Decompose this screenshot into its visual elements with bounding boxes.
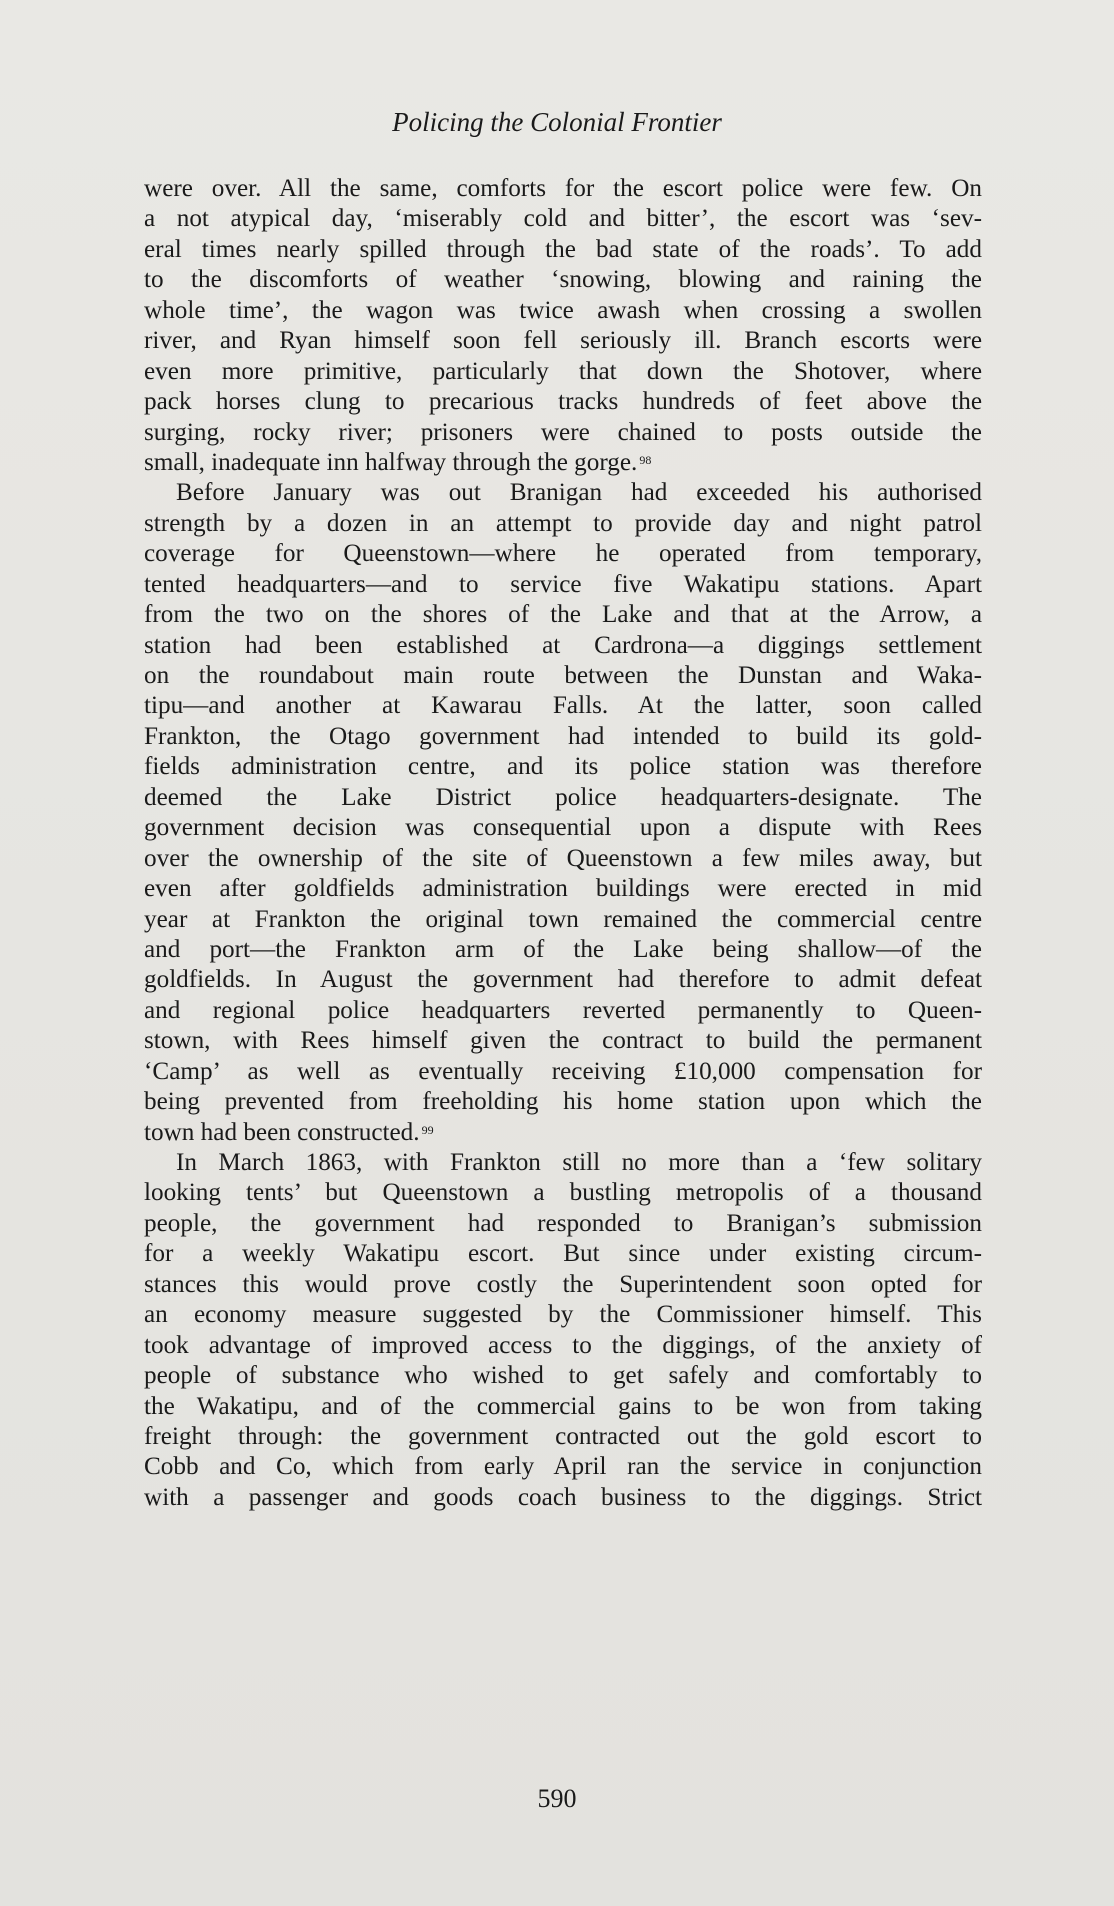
text-line: ‘Camp’ as well as eventually receiving £10,000 compensation for — [144, 1057, 982, 1085]
text-line: coverage for Queenstown—where he operated from temporary, — [144, 540, 982, 568]
text-line: a not atypical day, ‘miserably cold and bitter’, the escort was ‘sev- — [144, 205, 982, 233]
text-line: being prevented from freeholding his home station upon which the — [144, 1088, 982, 1116]
text-line: In March 1863, with Frankton still no more than a ‘few solitary — [176, 1149, 982, 1176]
text-line: were over. All the same, comforts for the escort police were few. On — [144, 175, 982, 202]
text-line: over the ownership of the site of Queenstown a few miles away, but — [144, 844, 982, 872]
text-line: stances this would prove costly the Superintendent soon opted for — [144, 1270, 982, 1298]
text-line: deemed the Lake District police headquarters-designate. The — [144, 783, 982, 811]
text-line: and port—the Frankton arm of the Lake being shallow—of the — [144, 935, 982, 963]
text-line: an economy measure suggested by the Commissioner himself. This — [144, 1301, 982, 1329]
text-line: eral times nearly spilled through the bad state of the roads’. To add — [144, 235, 982, 263]
text-line: Frankton, the Otago government had intended to build its gold- — [144, 722, 982, 750]
text-line: tipu—and another at Kawarau Falls. At the latter, soon called — [144, 692, 982, 720]
text-line: took advantage of improved access to the diggings, of the anxiety of — [144, 1331, 982, 1359]
text-line: river, and Ryan himself soon fell seriously ill. Branch escorts were — [144, 327, 982, 355]
text-line: looking tents’ but Queenstown a bustling metropolis of a thousand — [144, 1179, 982, 1207]
text-line: goldfields. In August the government had therefore to admit defeat — [144, 966, 982, 994]
text-line — [144, 448, 982, 478]
text-line: whole time’, the wagon was twice awash when crossing a swollen — [144, 296, 982, 324]
text-line: pack horses clung to precarious tracks hundreds of feet above the — [144, 388, 982, 416]
text-line: on the roundabout main route between the Dunstan and Waka- — [144, 662, 982, 689]
text-line: freight through: the government contracted out the gold escort to — [144, 1422, 982, 1450]
text-line: government decision was consequential upon a dispute with Rees — [144, 814, 982, 842]
footnote-marker: 98 — [639, 452, 652, 467]
line-text: town had been constructed. — [144, 1118, 420, 1146]
text-line: people of substance who wished to get safely and comfortably to — [144, 1362, 982, 1390]
text-line: surging, rocky river; prisoners were chained to posts outside the — [144, 418, 982, 446]
line-text: small, inadequate inn halfway through the gorge. — [144, 448, 638, 476]
text-line: year at Frankton the original town remained the commercial centre — [144, 905, 982, 933]
text-line: even after goldfields administration buildings were erected in mid — [144, 875, 982, 903]
text-line: and regional police headquarters reverted permanently to Queen- — [144, 996, 982, 1024]
text-line: stown, with Rees himself given the contract to build the permanent — [144, 1027, 982, 1055]
text-line: Before January was out Branigan had exceeded his authorised — [176, 479, 982, 507]
body-text — [144, 174, 982, 1513]
running-head: Policing the Colonial Frontier — [392, 107, 722, 137]
text-line: fields administration centre, and its police station was therefore — [144, 753, 982, 781]
text-line: tented headquarters—and to service five Wakatipu stations. Apart — [144, 570, 982, 598]
text-line: the Wakatipu, and of the commercial gains to be won from taking — [144, 1392, 982, 1420]
text-line: with a passenger and goods coach business to the diggings. Strict — [144, 1483, 982, 1511]
text-line: strength by a dozen in an attempt to provide day and night patrol — [144, 509, 982, 537]
text-line: even more primitive, particularly that down the Shotover, where — [144, 357, 982, 385]
text-line: from the two on the shores of the Lake and that at the Arrow, a — [144, 601, 982, 629]
text-line: station had been established at Cardrona—a diggings settlement — [144, 631, 982, 659]
text-line — [144, 1118, 982, 1148]
text-line: to the discomforts of weather ‘snowing, blowing and raining the — [144, 266, 982, 294]
text-line: for a weekly Wakatipu escort. But since under existing circum- — [144, 1240, 982, 1268]
text-line: people, the government had responded to Branigan’s submission — [144, 1209, 982, 1237]
footnote-marker: 99 — [421, 1122, 434, 1137]
text-line: Cobb and Co, which from early April ran the service in conjunction — [144, 1453, 982, 1481]
page-number: 590 — [537, 1784, 577, 1813]
